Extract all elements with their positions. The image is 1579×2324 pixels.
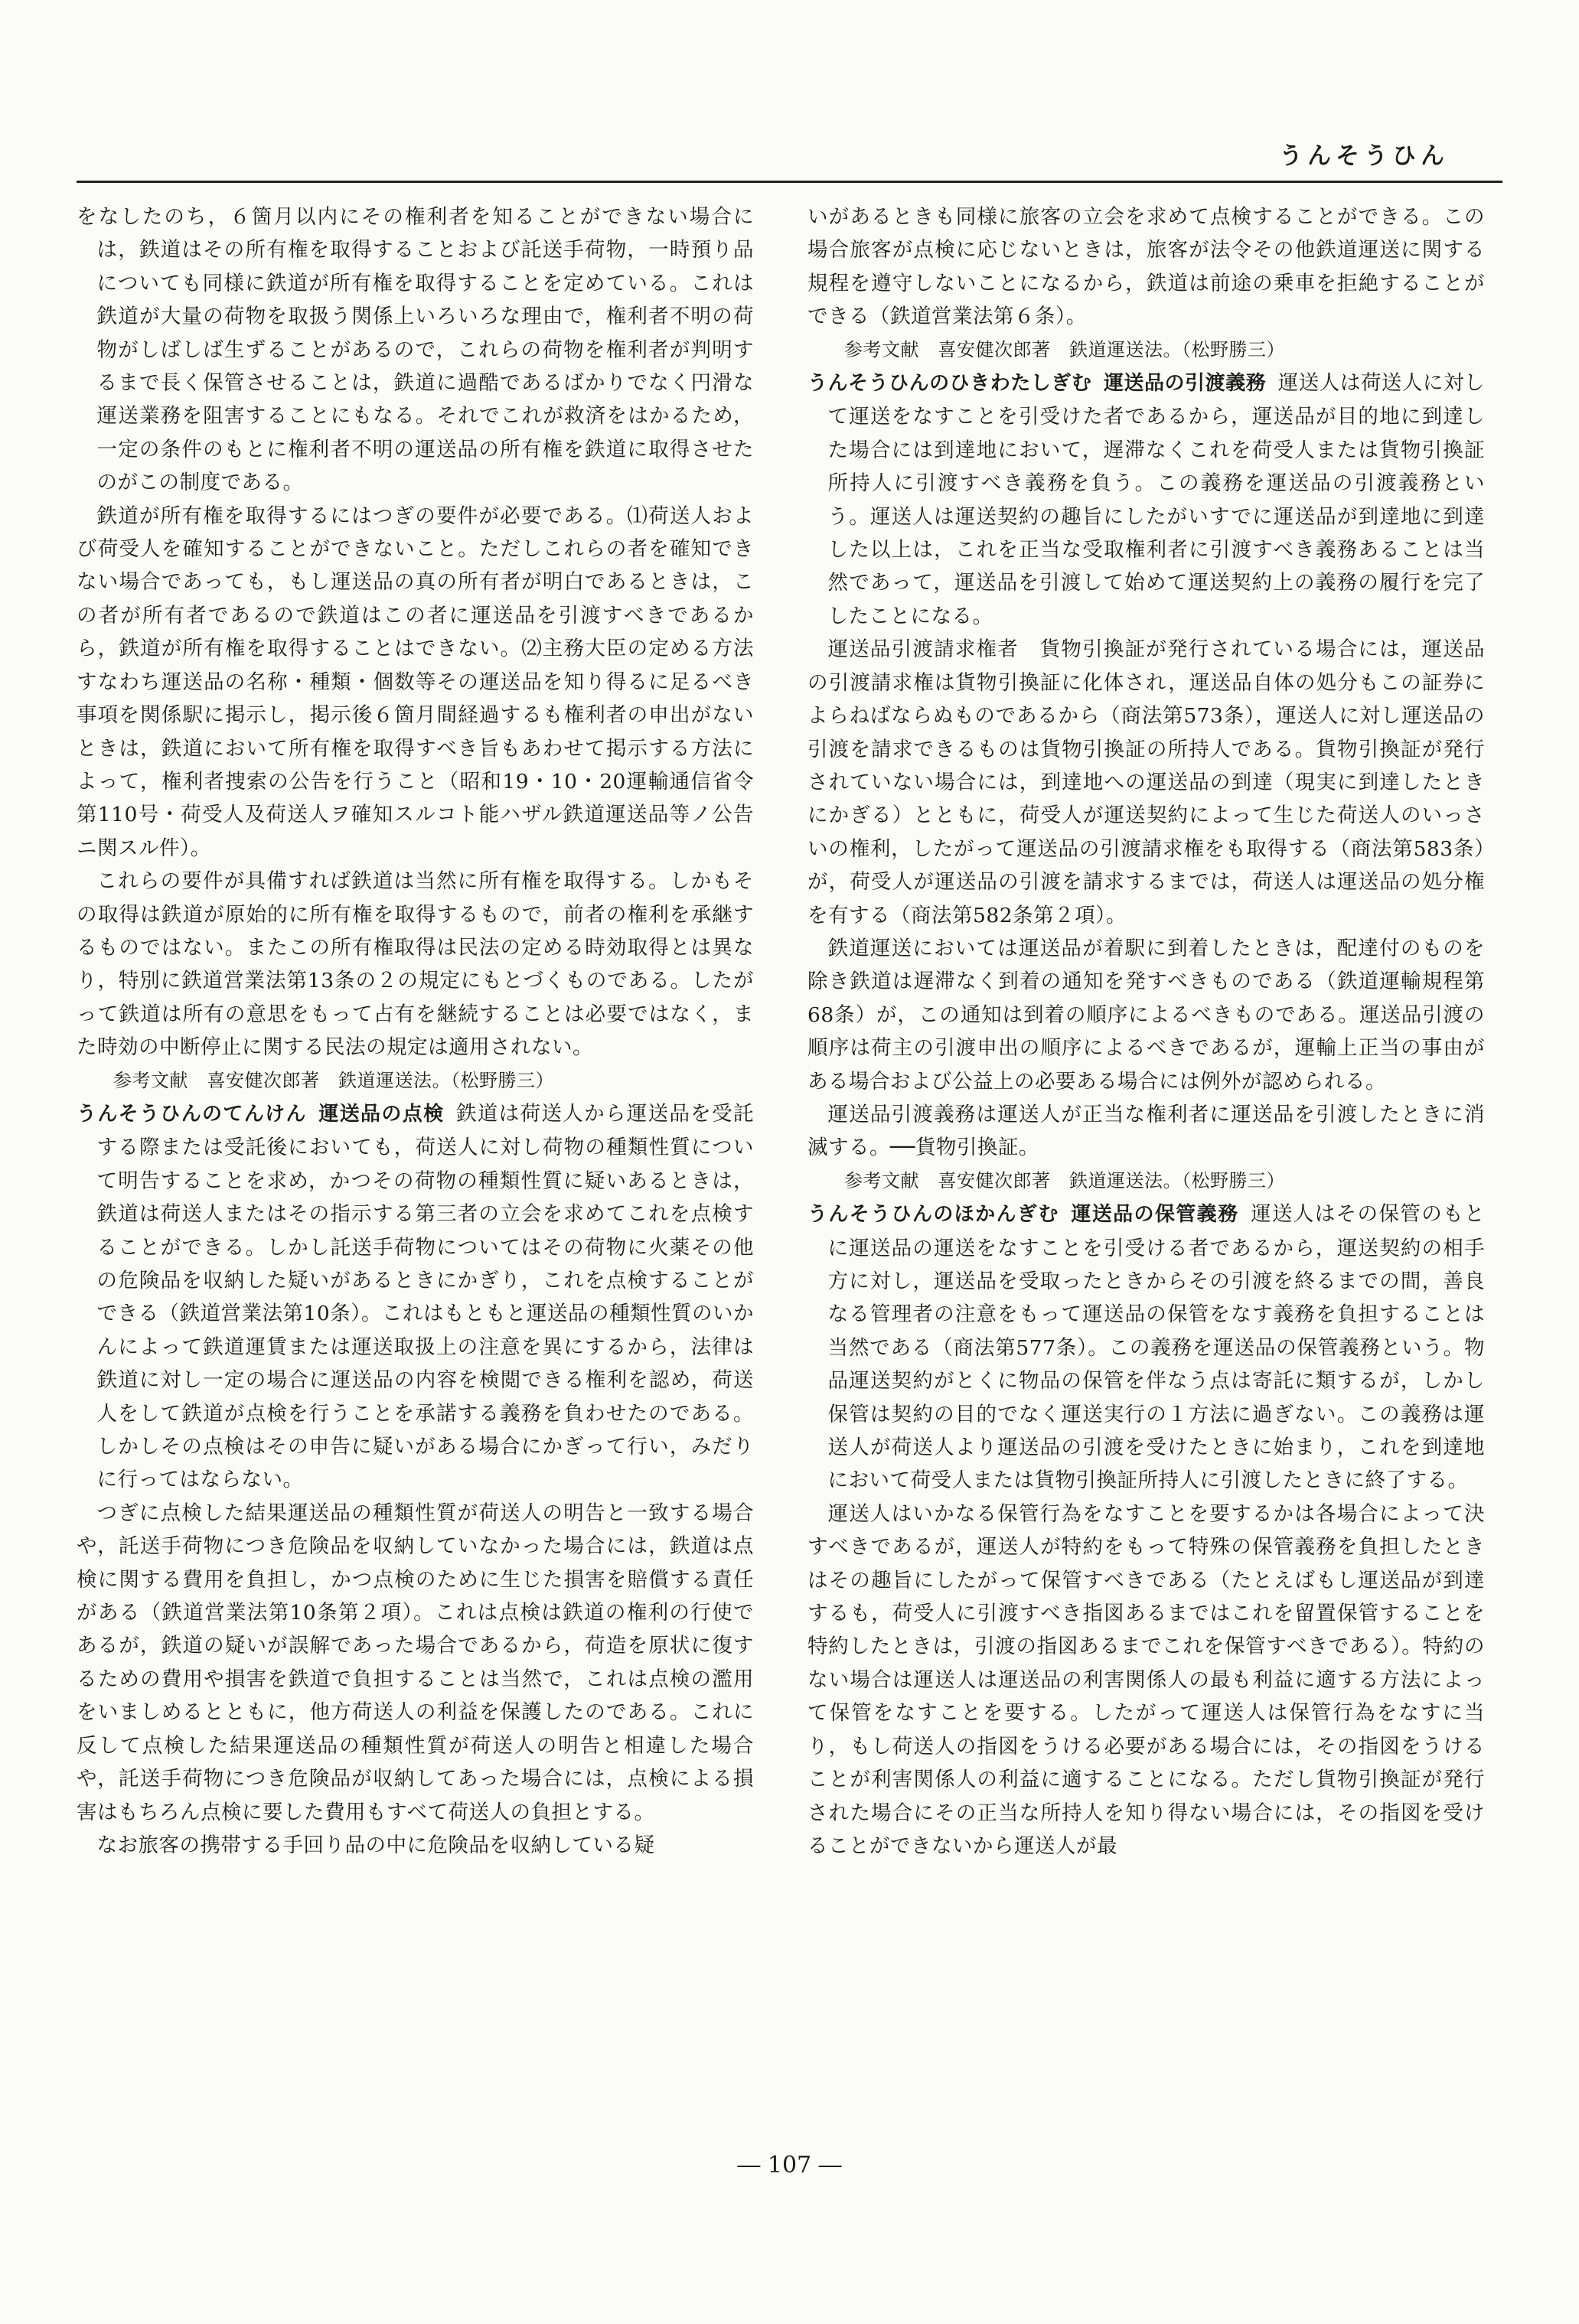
entry-heading: 運送品の引渡義務 [1103, 372, 1267, 396]
entry-heading: 運送品の保管義務 [1071, 1203, 1239, 1227]
entry-headword: うんそうひんのひきわたしぎむ [807, 372, 1092, 396]
header-rule [77, 181, 1502, 183]
paragraph: 鉄道運送においては運送品が着駅に到着したときは，配達付のものを除き鉄道は遅滞なく到着の通知を発すべきものである（鉄道運輸規程第68条）が，この通知は到着の順序によるべきものである。運送品引渡の順序は荷主の引渡申出の順序によるべきであるが，運輸上正当の事由がある場合および公益上の必要ある場合には例外が認められる。 [807, 936, 1485, 1094]
paragraph: つぎに点検した結果運送品の種類性質が荷送人の明告と一致する場合や，託送手荷物につき危険品を収納していなかった場合には，鉄道は点検に関する費用を負担し，かつ点検のために生じた損害を賠償する責任がある（鉄道営業法第10条第２項）。これは点検は鉄道の権利の行使であるが，鉄道の疑いが誤解であった場合であるから，荷造を原状に復するための費用や損害を鉄道で負担することは当然で，これは点検の濫用をいましめるとともに，他方荷送人の利益を保護したのである。これに反して点検した結果運送品の種類性質が荷送人の明告と相違した場合や，託送手荷物につき危険品が収納してあった場合には，点検による損害はもちろん点検に要した費用もすべて荷送人の負担とする。 [77, 1501, 754, 1824]
reference-note: 参考文献 喜安健次郎著 鉄道運送法。（松野勝三） [844, 1169, 1285, 1191]
paragraph: 鉄道が所有権を取得するにはつぎの要件が必要である。⑴荷送人および荷受人を確知することができないこと。ただしこれらの者を確知できない場合であっても，もし運送品の真の所有者が明白であるときは，この者が所有者であるので鉄道はこの者に運送品を引渡すべきであるから，鉄道が所有権を取得することはできない。⑵主務大臣の定める方法すなわち運送品の名称・種類・個数等その運送品を知り得るに足るべき事項を関係駅に掲示し，掲示後６箇月間経過するも権利者の申出がないときは，鉄道において所有権を取得すべき旨もあわせて掲示する方法によって，権利者捜索の公告を行うこと（昭和19・10・20運輸通信省令第110号・荷受人及荷送人ヲ確知スルコト能ハザル鉄道運送品等ノ公告ニ関スル件）。 [77, 504, 754, 860]
entry-body: 運送人はその保管のもとに運送品の運送をなすことを引受ける者であるから，運送契約の相手方に対し，運送品を受取ったときからその引渡を終るまでの間，善良なる管理者の注意をもって運送品の保管をなす義務を負担することは当然である（商法第577条）。この義務を運送品の保管義務という。物品運送契約がとくに物品の保管を伴なう点は寄託に類するが，しかし保管は契約の目的でなく運送実行の１方法に過ぎない。この義務は運送人が荷送人より運送品の引渡を受けたときに始まり，これを到達地において荷受人または貨物引換証所持人に引渡したときに終了する。 [827, 1202, 1485, 1493]
running-head: うんそうひん [1279, 142, 1449, 170]
entry-headword: うんそうひんのほかんぎむ [807, 1203, 1059, 1227]
paragraph: 運送品引渡請求権者 貨物引換証が発行されている場合には，運送品の引渡請求権は貨物引換証に化体され，運送品自体の処分もこの証券によらねばならぬものであるから（商法第573条），運送人に対し運送品の引渡を請求できるものは貨物引換証の所持人である。貨物引換証が発行されていない場合には，到達地への運送品の到達（現実に到達したときにかぎる）とともに，荷受人が運送契約によって生じた荷送人のいっさいの権利，したがって運送品の引渡請求権をも取得する（商法第583条）が，荷受人が運送品の引渡を請求するまでは，荷送人は運送品の処分権を有する（商法第582条第２項）。 [807, 637, 1485, 927]
paragraph: 運送品引渡義務は運送人が正当な権利者に運送品を引渡したときに消滅する。──貨物引換証。 [807, 1102, 1485, 1160]
reference-note: 参考文献 喜安健次郎著 鉄道運送法。（松野勝三） [844, 338, 1285, 360]
reference-note: 参考文献 喜安健次郎著 鉄道運送法。（松野勝三） [113, 1069, 554, 1091]
paragraph: をなしたのち，６箇月以内にその権利者を知ることができない場合には，鉄道はその所有権を取得することおよび託送手荷物，一時預り品についても同様に鉄道が所有権を取得することを定めている。これは鉄道が大量の荷物を取扱う関係上いろいろな理由で，権利者不明の荷物がしばしば生ずることがあるので，これらの荷物を権利者が判明するまで長く保管させることは，鉄道に過酷であるばかりでなく円滑な運送業務を阻害することにもなる。それでこれが救済をはかるため，一定の条件のもとに権利者不明の運送品の所有権を鉄道に取得させたのがこの制度である。 [77, 205, 754, 495]
entry [77, 1097, 754, 1497]
entry-headword: うんそうひんのてんけん [77, 1102, 307, 1126]
entry-body: 運送人は荷送人に対して運送をなすことを引受けた者であるから，運送品が目的地に到達した場合には到達地において，遅滞なくこれを荷受人または貨物引換証所持人に引渡すべき義務を負う。この義務を運送品の引渡義務という。運送人は運送契約の趣旨にしたがいすでに運送品が到達地に到達した以上は，これを正当な受取権利者に引渡すべき義務あることは当然であって，運送品を引渡して始めて運送契約上の義務の履行を完了したことになる。 [827, 371, 1485, 628]
entry [807, 367, 1485, 633]
paragraph: いがあるときも同様に旅客の立会を求めて点検することができる。この場合旅客が点検に応じないときは，旅客が法令その他鉄道運送に関する規程を遵守しないことになるから，鉄道は前途の乗車を拒絶することができる（鉄道営業法第６条）。 [807, 205, 1485, 329]
entry-heading: 運送品の点検 [318, 1102, 445, 1126]
right-column [807, 200, 1485, 2125]
paragraph: これらの要件が具備すれば鉄道は当然に所有権を取得する。しかもその取得は鉄道が原始的に所有権を取得するもので，前者の権利を承継するものではない。またこの所有権取得は民法の定める時効取得とは異なり，特別に鉄道営業法第13条の２の規定にもとづくものである。したがって鉄道は所有の意思をもって占有を継続することは必要ではなく，また時効の中断停止に関する民法の規定は適用されない。 [77, 869, 754, 1060]
entry [807, 1198, 1485, 1498]
paragraph: 運送人はいかなる保管行為をなすことを要するかは各場合によって決すべきであるが，運送人が特約をもって特殊の保管義務を負担したときはその趣旨にしたがって保管すべきである（たとえばもし運送品が到達するも，荷受人に引渡すべき指図あるまではこれを留置保管することを特約したときは，引渡の指図あるまでこれを保管すべきである）。特約のない場合は運送人は運送品の利害関係人の最も利益に適する方法によって保管をなすことを要する。したがって運送人は保管行為をなすに当り，もし荷送人の指図をうける必要がある場合には，その指図をうけることが利害関係人の利益に適することになる。ただし貨物引換証が発行された場合にその正当な所持人を知り得ない場合には，その指図を受けることができないから運送人が最 [807, 1501, 1485, 1858]
entry-body: 鉄道は荷送人から運送品を受託する際または受託後においても，荷送人に対し荷物の種類性質について明告することを求め，かつその荷物の種類性質に疑いあるときは，鉄道は荷送人またはその指示する第三者の立会を求めてこれを点検することができる。しかし託送手荷物についてはその荷物に火薬その他の危険品を収納した疑いがあるときにかぎり，これを点検することができる（鉄道営業法第10条）。これはもともと運送品の種類性質のいかんによって鉄道運賃または運送取扱上の注意を異にするから，法律は鉄道に対し一定の場合に運送品の内容を検閲できる権利を認め，荷送人をして鉄道が点検を行うことを承諾する義務を負わせたのである。しかしその点検はその申告に疑いがある場合にかぎって行い，みだりに行ってはならない。 [96, 1101, 754, 1492]
paragraph: なお旅客の携帯する手回り品の中に危険品を収納している疑 [96, 1833, 655, 1857]
left-column [77, 200, 754, 2125]
page-number: ― 107 ― [737, 2152, 842, 2179]
